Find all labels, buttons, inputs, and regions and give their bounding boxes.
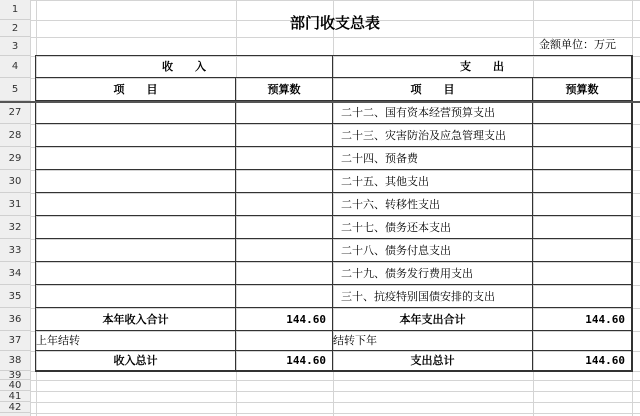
header-expense-budget[interactable]: 预算数 [533, 78, 632, 101]
row-number[interactable]: 40 [0, 380, 30, 391]
income-budget-cell[interactable] [236, 124, 333, 147]
income-grand-total-value[interactable]: 144.60 [236, 351, 333, 371]
expense-budget-cell[interactable] [533, 285, 632, 308]
row-number[interactable]: 3 [0, 37, 30, 56]
header-income-budget[interactable]: 预算数 [236, 78, 333, 101]
row-number[interactable]: 37 [0, 331, 30, 351]
row-number[interactable]: 27 [0, 101, 30, 124]
expense-budget-cell[interactable] [533, 262, 632, 285]
income-budget-cell[interactable] [236, 262, 333, 285]
carry-out-value[interactable] [533, 331, 632, 351]
expense-year-total-value[interactable]: 144.60 [533, 308, 632, 331]
unit-label: 金额单位：万元 [539, 38, 616, 51]
gridline-v [30, 0, 31, 416]
expense-item-cell[interactable]: 二十三、灾害防治及应急管理支出 [333, 124, 533, 147]
expense-budget-cell[interactable] [533, 124, 632, 147]
expense-year-total-label[interactable]: 本年支出合计 [333, 308, 533, 331]
income-item-cell[interactable] [36, 193, 236, 216]
header-expense-item[interactable]: 项 目 [333, 78, 533, 101]
income-grand-total-label[interactable]: 收入总计 [36, 351, 236, 371]
row-number[interactable]: 42 [0, 402, 30, 413]
income-item-cell[interactable] [36, 285, 236, 308]
income-item-cell[interactable] [36, 170, 236, 193]
income-item-cell[interactable] [36, 216, 236, 239]
income-item-cell[interactable] [36, 147, 236, 170]
expense-item-cell[interactable]: 二十四、预备费 [333, 147, 533, 170]
freeze-pane-line [0, 101, 640, 103]
header-income-item[interactable]: 项 目 [36, 78, 236, 101]
row-number[interactable]: 28 [0, 124, 30, 147]
row-number[interactable]: 39 [0, 371, 30, 380]
row-number[interactable]: 1 [0, 0, 30, 20]
expense-budget-cell[interactable] [533, 147, 632, 170]
row-number[interactable]: 34 [0, 262, 30, 285]
carry-out-label[interactable]: 结转下年 [333, 331, 533, 351]
expense-budget-cell[interactable] [533, 216, 632, 239]
row-number[interactable]: 32 [0, 216, 30, 239]
header-expense[interactable]: 支 出 [333, 56, 632, 78]
expense-item-cell[interactable]: 三十、抗疫特别国债安排的支出 [333, 285, 533, 308]
expense-grand-total-value[interactable]: 144.60 [533, 351, 632, 371]
expense-item-cell[interactable]: 二十五、其他支出 [333, 170, 533, 193]
expense-grand-total-label[interactable]: 支出总计 [333, 351, 533, 371]
row-number[interactable]: 31 [0, 193, 30, 216]
gridline-h [30, 380, 640, 381]
sheet-title: 部门收支总表 [289, 14, 380, 32]
row-number[interactable]: 38 [0, 351, 30, 371]
income-item-cell[interactable] [36, 124, 236, 147]
income-year-total-value[interactable]: 144.60 [236, 308, 333, 331]
row-number[interactable]: 5 [0, 78, 30, 101]
gridline-h [30, 391, 640, 392]
gridline-h [30, 413, 640, 414]
row-number[interactable]: 33 [0, 239, 30, 262]
expense-budget-cell[interactable] [533, 239, 632, 262]
expense-item-cell[interactable]: 二十二、国有资本经营预算支出 [333, 101, 533, 124]
row-number[interactable]: 2 [0, 20, 30, 37]
income-budget-cell[interactable] [236, 216, 333, 239]
income-budget-cell[interactable] [236, 170, 333, 193]
row-number[interactable]: 36 [0, 308, 30, 331]
income-item-cell[interactable] [36, 101, 236, 124]
row-number[interactable]: 41 [0, 391, 30, 402]
income-budget-cell[interactable] [236, 101, 333, 124]
gridline-h [30, 402, 640, 403]
income-budget-cell[interactable] [236, 239, 333, 262]
header-income[interactable]: 收 入 [36, 56, 333, 78]
income-item-cell[interactable] [36, 239, 236, 262]
income-budget-cell[interactable] [236, 193, 333, 216]
expense-budget-cell[interactable] [533, 101, 632, 124]
row-number[interactable]: 35 [0, 285, 30, 308]
expense-budget-cell[interactable] [533, 193, 632, 216]
row-number[interactable]: 29 [0, 147, 30, 170]
income-year-total-label[interactable]: 本年收入合计 [36, 308, 236, 331]
income-item-cell[interactable] [36, 262, 236, 285]
expense-item-cell[interactable]: 二十六、转移性支出 [333, 193, 533, 216]
carry-in-label[interactable]: 上年结转 [36, 331, 236, 351]
row-number[interactable]: 30 [0, 170, 30, 193]
income-budget-cell[interactable] [236, 285, 333, 308]
income-budget-cell[interactable] [236, 147, 333, 170]
expense-item-cell[interactable]: 二十八、债务付息支出 [333, 239, 533, 262]
gridline-h [30, 0, 640, 1]
expense-budget-cell[interactable] [533, 170, 632, 193]
expense-item-cell[interactable]: 二十七、债务还本支出 [333, 216, 533, 239]
expense-item-cell[interactable]: 二十九、债务发行费用支出 [333, 262, 533, 285]
row-number[interactable]: 4 [0, 56, 30, 78]
carry-in-value[interactable] [236, 331, 333, 351]
